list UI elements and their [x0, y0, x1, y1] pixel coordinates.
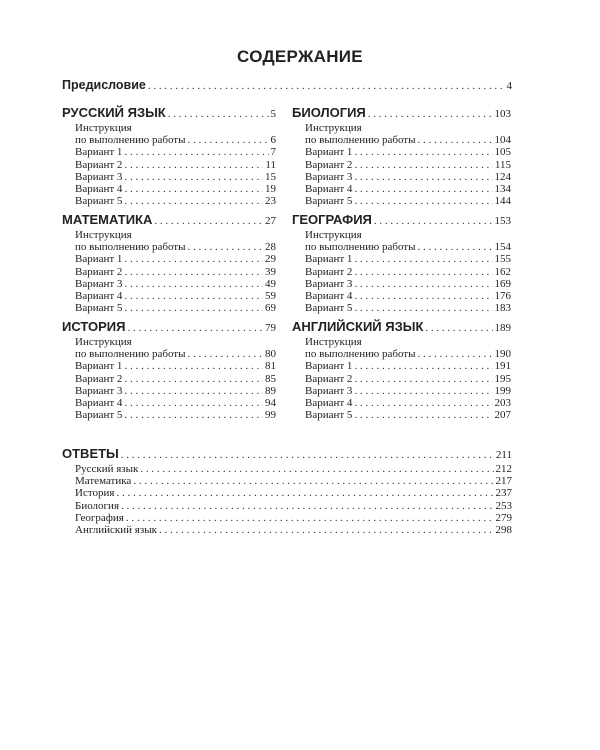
entry-label: Вариант 4: [305, 396, 353, 409]
entry-label: Инструкция: [305, 336, 362, 348]
entry-label: Вариант 2: [305, 158, 353, 171]
entry-label: по выполнению работы: [305, 134, 416, 147]
toc-row: [292, 348, 511, 360]
page-number: 19: [265, 182, 276, 195]
dot-leader: [418, 241, 493, 253]
entry-label: Вариант 3: [75, 170, 123, 183]
page-number: 29: [265, 253, 276, 266]
toc-section: [292, 319, 511, 421]
page-number: 169: [494, 277, 511, 290]
dot-leader: [368, 106, 493, 122]
dot-leader: [425, 320, 492, 336]
page-number: 189: [494, 322, 511, 334]
entry-label: Вариант 1: [75, 146, 123, 159]
preface-page: 4: [506, 80, 512, 92]
entry-label: География: [75, 511, 124, 524]
section-title: РУССКИЙ ЯЗЫК: [62, 105, 166, 120]
toc-section: [62, 212, 276, 314]
page-number: 155: [494, 253, 511, 266]
list-item: [62, 360, 276, 372]
dot-leader: [124, 278, 263, 290]
dot-leader: [354, 266, 492, 278]
entry-label: Вариант 5: [75, 409, 123, 422]
page-number: 124: [494, 170, 511, 183]
entry-label: Вариант 4: [305, 182, 353, 195]
entry-label: Вариант 3: [75, 384, 123, 397]
dot-leader: [354, 397, 492, 409]
dot-leader: [354, 302, 492, 314]
toc-row: [292, 212, 511, 228]
toc-row: [62, 77, 512, 93]
entry-label: Вариант 3: [75, 277, 123, 290]
page-number: 99: [265, 409, 276, 422]
section-title: ИСТОРИЯ: [62, 319, 126, 334]
page-number: 69: [265, 302, 276, 315]
page-number: 183: [494, 302, 511, 315]
dot-leader: [124, 159, 263, 171]
toc-row: [62, 134, 276, 146]
page-number: 81: [265, 360, 276, 373]
list-item: [292, 253, 511, 265]
entry-label: по выполнению работы: [75, 348, 186, 361]
entry-label: Вариант 1: [305, 253, 353, 266]
dot-leader: [124, 397, 263, 409]
dot-leader: [354, 253, 492, 265]
list-item: [292, 195, 511, 207]
dot-leader: [124, 266, 263, 278]
answers-section: [62, 446, 512, 536]
list-item: [62, 278, 276, 290]
entry-label: Вариант 2: [75, 158, 123, 171]
entry-label: Вариант 3: [305, 277, 353, 290]
page-number: 162: [494, 265, 511, 278]
list-item: [62, 385, 276, 397]
page-number: 28: [265, 241, 276, 254]
page-title: СОДЕРЖАНИЕ: [237, 47, 363, 66]
dot-leader: [354, 183, 492, 195]
dot-leader: [140, 463, 493, 475]
list-item: [292, 146, 511, 158]
dot-leader: [354, 195, 492, 207]
dot-leader: [126, 512, 494, 524]
dot-leader: [154, 213, 263, 229]
page-number: 7: [270, 146, 276, 159]
entry-label: Русский язык: [75, 463, 139, 475]
page-number: 190: [494, 348, 511, 361]
page-number: 94: [265, 396, 276, 409]
page-number: 134: [494, 182, 511, 195]
preface-label: Предисловие: [62, 78, 146, 92]
dot-leader: [418, 134, 493, 146]
section-title: БИОЛОГИЯ: [292, 105, 366, 120]
dot-leader: [159, 524, 494, 536]
section-title: АНГЛИЙСКИЙ ЯЗЫК: [292, 319, 424, 334]
page-number: 49: [265, 277, 276, 290]
page-number: 195: [494, 372, 511, 385]
page-number: 89: [265, 384, 276, 397]
list-item: [292, 385, 511, 397]
list-item: [62, 487, 512, 499]
entry-label: Вариант 4: [75, 182, 123, 195]
page-number: 27: [265, 215, 276, 227]
page-number: 15: [265, 170, 276, 183]
dot-leader: [116, 487, 493, 499]
page-number: 39: [265, 265, 276, 278]
page-number: 11: [265, 158, 276, 171]
page-number: 237: [495, 487, 512, 500]
page-number: 85: [265, 372, 276, 385]
toc-row: [62, 229, 276, 241]
entry-label: Вариант 5: [305, 302, 353, 315]
entry-label: Инструкция: [305, 229, 362, 241]
entry-label: Вариант 5: [75, 195, 123, 208]
page-number: 199: [494, 384, 511, 397]
entry-label: Вариант 4: [75, 396, 123, 409]
page-number: 203: [494, 396, 511, 409]
page-number: 176: [494, 289, 511, 302]
entry-label: Вариант 3: [305, 170, 353, 183]
page-number: 104: [494, 134, 511, 147]
toc-row: [292, 105, 511, 121]
list-item: [292, 373, 511, 385]
entry-label: Инструкция: [75, 229, 132, 241]
page-number: 59: [265, 289, 276, 302]
preface-entry: [62, 77, 512, 94]
list-item: [292, 302, 511, 314]
toc-section: [292, 212, 511, 314]
entry-label: по выполнению работы: [75, 134, 186, 147]
toc-row: [62, 336, 276, 348]
list-item: [62, 463, 512, 475]
dot-leader: [124, 146, 268, 158]
page-number: 144: [494, 195, 511, 208]
dot-leader: [124, 385, 263, 397]
section-page: 5: [270, 108, 276, 120]
dot-leader: [124, 302, 263, 314]
entry-label: по выполнению работы: [305, 348, 416, 361]
entry-label: Вариант 1: [305, 360, 353, 373]
entry-label: Вариант 4: [75, 289, 123, 302]
list-item: [292, 183, 511, 195]
dot-leader: [354, 146, 492, 158]
dot-leader: [124, 171, 263, 183]
entry-label: Вариант 2: [305, 265, 353, 278]
entry-label: по выполнению работы: [305, 241, 416, 254]
list-item: [62, 524, 512, 536]
list-item: [292, 409, 511, 421]
dot-leader: [354, 159, 492, 171]
entry-label: Вариант 4: [305, 289, 353, 302]
entry-label: Инструкция: [305, 122, 362, 134]
list-item: [62, 475, 512, 487]
toc-row: [62, 212, 276, 228]
list-item: [292, 360, 511, 372]
toc-section: [62, 319, 276, 421]
dot-leader: [124, 373, 263, 385]
dot-leader: [168, 106, 269, 122]
dot-leader: [124, 183, 263, 195]
dot-leader: [354, 290, 492, 302]
section-title: ГЕОГРАФИЯ: [292, 212, 372, 227]
page-number: 80: [265, 348, 276, 361]
entry-label: Вариант 2: [75, 265, 123, 278]
toc-row: [62, 319, 276, 335]
list-item: [62, 373, 276, 385]
toc-row: [292, 241, 511, 253]
entry-label: Английский язык: [75, 523, 157, 536]
list-item: [62, 512, 512, 524]
list-item: [292, 397, 511, 409]
section-title: ОТВЕТЫ: [62, 446, 119, 461]
entry-label: Вариант 1: [305, 146, 353, 159]
toc-row: [62, 446, 512, 462]
list-item: [292, 278, 511, 290]
dot-leader: [354, 171, 492, 183]
entry-label: Инструкция: [75, 336, 132, 348]
page-number: 79: [265, 322, 276, 334]
dot-leader: [124, 290, 263, 302]
dot-leader: [124, 253, 263, 265]
dot-leader: [121, 500, 493, 512]
dot-leader: [188, 134, 269, 146]
list-item: [62, 171, 276, 183]
dot-leader: [188, 348, 264, 360]
toc-row: [292, 134, 511, 146]
page-number: 217: [495, 475, 512, 488]
page-number: 211: [495, 449, 512, 461]
list-item: [292, 159, 511, 171]
entry-label: Вариант 1: [75, 360, 123, 373]
entry-label: Биология: [75, 499, 120, 512]
list-item: [62, 302, 276, 314]
page-number: 253: [495, 499, 512, 512]
page-number: 115: [494, 158, 511, 171]
toc-row: [62, 105, 276, 121]
dot-leader: [418, 348, 493, 360]
entry-label: Вариант 3: [305, 384, 353, 397]
toc-row: [62, 122, 276, 134]
page-number: 154: [494, 241, 511, 254]
entry-label: Вариант 2: [75, 372, 123, 385]
toc-section: [292, 105, 511, 207]
page-number: 191: [494, 360, 511, 373]
dot-leader: [354, 278, 492, 290]
page-number: 6: [270, 134, 276, 147]
list-item: [62, 253, 276, 265]
list-item: [62, 397, 276, 409]
dot-leader: [124, 409, 263, 421]
list-item: [62, 195, 276, 207]
list-item: [62, 500, 512, 512]
list-item: [292, 171, 511, 183]
entry-label: Вариант 5: [75, 302, 123, 315]
toc-row: [62, 241, 276, 253]
list-item: [292, 290, 511, 302]
dot-leader: [133, 475, 493, 487]
page-number: 153: [494, 215, 511, 227]
dot-leader: [354, 360, 492, 372]
toc-row: [292, 122, 511, 134]
list-item: [62, 183, 276, 195]
instruction-label: Инструкция: [75, 122, 132, 134]
dot-leader: [374, 213, 493, 229]
list-item: [62, 146, 276, 158]
page-number: 23: [265, 195, 276, 208]
entry-label: по выполнению работы: [75, 241, 186, 254]
entry-label: Математика: [75, 475, 132, 488]
list-item: [62, 290, 276, 302]
list-item: [62, 266, 276, 278]
section-title: МАТЕМАТИКА: [62, 212, 153, 227]
dot-leader: [188, 241, 264, 253]
entry-label: Вариант 5: [305, 195, 353, 208]
list-item: [292, 266, 511, 278]
dot-leader: [128, 320, 264, 336]
toc-row: [292, 229, 511, 241]
toc-section: [62, 105, 276, 207]
entry-label: История: [75, 487, 115, 500]
dot-leader: [121, 447, 494, 463]
page-number: 103: [494, 108, 511, 120]
dot-leader: [124, 195, 263, 207]
toc-row: [292, 319, 511, 335]
entry-label: Вариант 2: [305, 372, 353, 385]
page-number: 207: [494, 409, 511, 422]
page-number: 212: [495, 463, 512, 475]
list-item: [62, 409, 276, 421]
page-number: 298: [495, 523, 512, 536]
toc-row: [292, 336, 511, 348]
dot-leader: [354, 409, 492, 421]
dot-leader: [354, 373, 492, 385]
toc-row: [62, 348, 276, 360]
list-item: [62, 159, 276, 171]
dot-leader: [354, 385, 492, 397]
page-number: 105: [494, 146, 511, 159]
dot-leader: [148, 78, 505, 94]
page-number: 279: [495, 511, 512, 524]
dot-leader: [124, 360, 263, 372]
entry-label: Вариант 5: [305, 409, 353, 422]
entry-label: Вариант 1: [75, 253, 123, 266]
